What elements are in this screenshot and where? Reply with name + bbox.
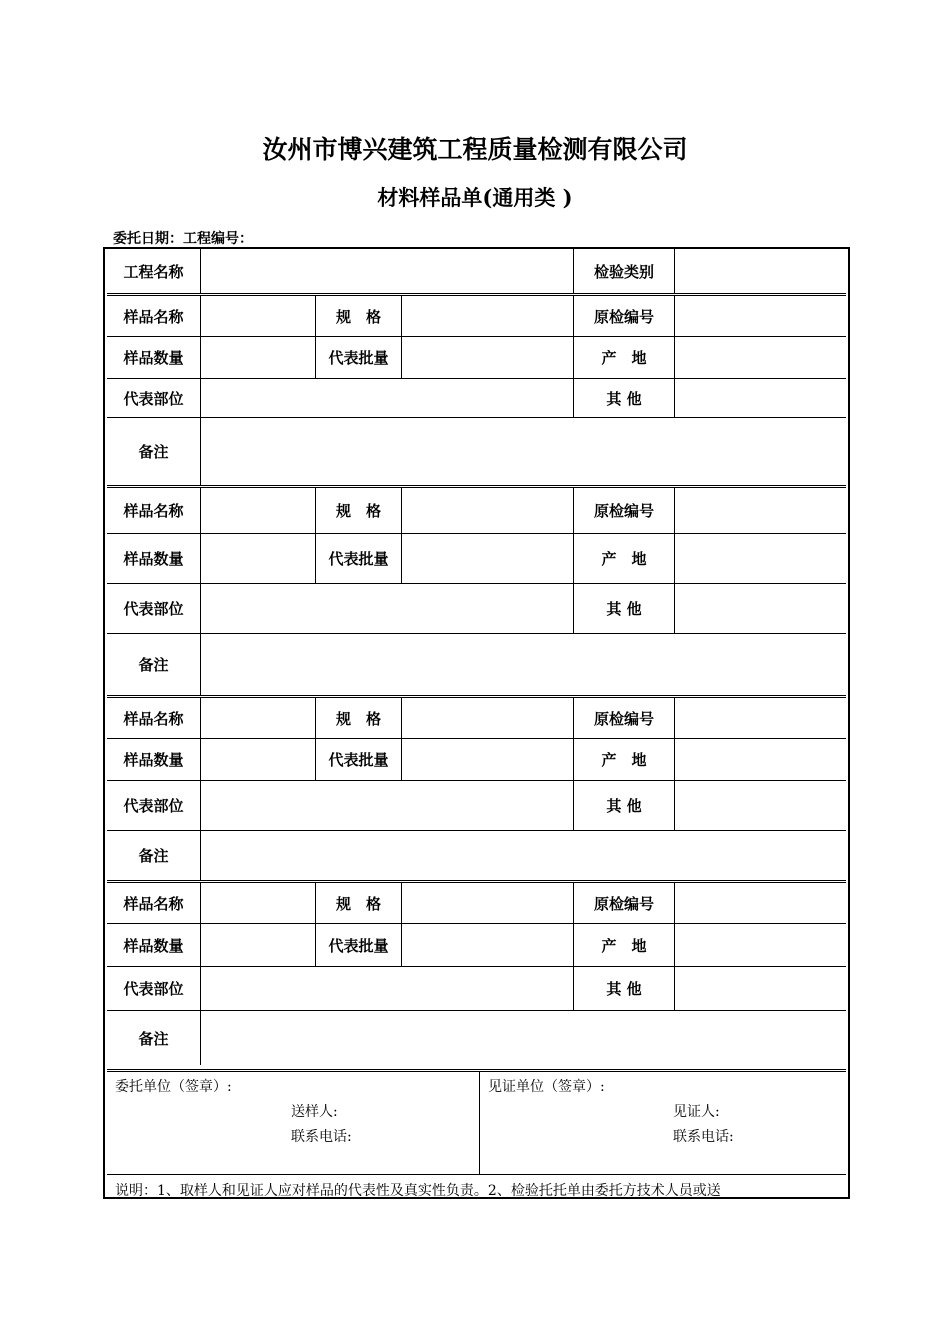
sample-qty-row <box>107 738 846 780</box>
remark-label: 备注 <box>138 1029 169 1048</box>
represent-part-label: 代表部位 <box>123 797 184 815</box>
remark-field[interactable] <box>200 418 846 485</box>
origin-field[interactable] <box>674 337 846 378</box>
original-no-field[interactable] <box>674 488 846 533</box>
sample-name-field[interactable] <box>200 296 315 336</box>
other-label: 其 他 <box>573 379 674 417</box>
represent-part-row <box>107 583 846 633</box>
remark-row <box>107 417 846 485</box>
represent-part-row <box>107 966 846 1010</box>
origin-label: 产 地 <box>573 534 674 583</box>
instructions-note: 说明：1、取样人和见证人应对样品的代表性及真实性负责。2、检验托托单由委托方技术人员或送 <box>107 1174 846 1197</box>
sample-name-label: 样品名称 <box>123 307 184 326</box>
inspection-type-label: 检验类别 <box>573 249 674 293</box>
spec-field[interactable] <box>401 296 573 336</box>
sample-qty-label: 样品数量 <box>123 936 184 955</box>
remark-row <box>107 633 846 695</box>
sample-qty-field[interactable] <box>200 337 315 378</box>
spec-label: 规 格 <box>315 883 401 923</box>
other-field[interactable] <box>674 584 846 633</box>
project-name-field[interactable] <box>200 249 573 293</box>
spec-label: 规 格 <box>315 296 401 336</box>
other-field[interactable] <box>674 781 846 830</box>
origin-field[interactable] <box>674 924 846 966</box>
witness-signature-box[interactable] <box>479 1072 846 1174</box>
represent-part-field[interactable] <box>200 584 573 633</box>
sample-name-label: 样品名称 <box>123 709 184 728</box>
sender-label: 送样人: <box>291 1104 338 1120</box>
other-label: 其 他 <box>573 584 674 633</box>
client-signature-box[interactable] <box>107 1072 479 1174</box>
witness-phone-label: 联系电话: <box>673 1129 734 1145</box>
project-name-label: 工程名称 <box>123 262 184 281</box>
origin-label: 产 地 <box>573 739 674 780</box>
remark-row <box>107 1010 846 1065</box>
original-no-field[interactable] <box>674 698 846 738</box>
witness-label: 见证人: <box>673 1104 720 1120</box>
inspection-type-field[interactable] <box>674 249 846 293</box>
date-project-no-line: 委托日期：工程编号： <box>113 231 253 247</box>
sample-qty-label: 样品数量 <box>123 751 184 769</box>
sample-qty-label: 样品数量 <box>123 550 184 568</box>
remark-label: 备注 <box>138 443 169 461</box>
remark-label: 备注 <box>138 656 169 674</box>
company-title: 汝州市博兴建筑工程质量检测有限公司 <box>262 135 688 164</box>
spec-label: 规 格 <box>315 488 401 533</box>
represent-part-row <box>107 780 846 830</box>
sample-qty-row <box>107 533 846 583</box>
form-title: 材料样品单(通用类 ) <box>377 185 573 210</box>
sample-qty-field[interactable] <box>200 924 315 966</box>
sample-name-row <box>107 293 846 336</box>
remark-field[interactable] <box>200 1011 846 1065</box>
sample-form-table <box>103 247 850 1199</box>
other-field[interactable] <box>674 967 846 1010</box>
sample-name-field[interactable] <box>200 698 315 738</box>
batch-field[interactable] <box>401 337 573 378</box>
spec-field[interactable] <box>401 698 573 738</box>
spec-field[interactable] <box>401 883 573 923</box>
origin-field[interactable] <box>674 534 846 583</box>
remark-field[interactable] <box>200 634 846 695</box>
batch-field[interactable] <box>401 739 573 780</box>
remark-label: 备注 <box>138 847 169 865</box>
sample-name-field[interactable] <box>200 488 315 533</box>
origin-label: 产 地 <box>573 924 674 966</box>
represent-part-row <box>107 378 846 417</box>
original-no-label: 原检编号 <box>573 698 674 738</box>
represent-part-field[interactable] <box>200 967 573 1010</box>
client-phone-label: 联系电话: <box>291 1129 352 1145</box>
represent-part-label: 代表部位 <box>123 389 184 408</box>
sample-name-label: 样品名称 <box>123 894 184 913</box>
batch-field[interactable] <box>401 924 573 966</box>
sample-qty-row <box>107 923 846 966</box>
batch-label: 代表批量 <box>315 337 401 378</box>
sample-name-row <box>107 485 846 533</box>
signature-section <box>107 1069 846 1174</box>
origin-label: 产 地 <box>573 337 674 378</box>
sample-name-field[interactable] <box>200 883 315 923</box>
spec-field[interactable] <box>401 488 573 533</box>
sample-qty-row <box>107 336 846 378</box>
sample-name-row <box>107 695 846 738</box>
remark-row <box>107 830 846 880</box>
witness-unit-label: 见证单位（签章）: <box>488 1079 605 1095</box>
represent-part-field[interactable] <box>200 379 573 417</box>
origin-field[interactable] <box>674 739 846 780</box>
batch-label: 代表批量 <box>315 534 401 583</box>
represent-part-label: 代表部位 <box>123 600 184 618</box>
batch-field[interactable] <box>401 534 573 583</box>
batch-label: 代表批量 <box>315 739 401 780</box>
sample-qty-field[interactable] <box>200 534 315 583</box>
spec-label: 规 格 <box>315 698 401 738</box>
original-no-label: 原检编号 <box>573 883 674 923</box>
represent-part-label: 代表部位 <box>123 980 184 998</box>
original-no-field[interactable] <box>674 296 846 336</box>
other-label: 其 他 <box>573 967 674 1010</box>
represent-part-field[interactable] <box>200 781 573 830</box>
original-no-label: 原检编号 <box>573 488 674 533</box>
sample-qty-field[interactable] <box>200 739 315 780</box>
sample-qty-label: 样品数量 <box>123 349 184 367</box>
sample-name-label: 样品名称 <box>123 502 184 520</box>
project-row <box>107 249 846 293</box>
batch-label: 代表批量 <box>315 924 401 966</box>
sample-name-row <box>107 880 846 923</box>
other-label: 其 他 <box>573 781 674 830</box>
remark-field[interactable] <box>200 831 846 880</box>
other-field[interactable] <box>674 379 846 417</box>
client-unit-label: 委托单位（签章）: <box>115 1079 232 1095</box>
original-no-field[interactable] <box>674 883 846 923</box>
original-no-label: 原检编号 <box>573 296 674 336</box>
